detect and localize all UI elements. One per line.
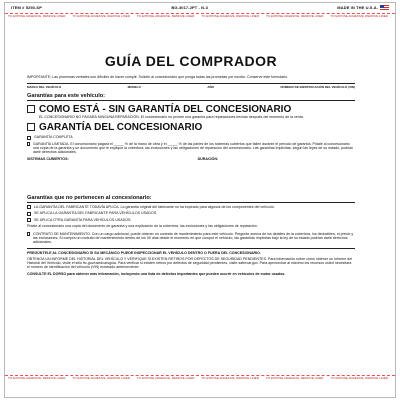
peel-label: TO EXPOSE ADHESIVE, REMOVE LINER: [72, 376, 130, 380]
peel-strip-top[interactable]: [5, 13, 395, 18]
vehicle-fields: [27, 83, 355, 89]
full-warranty-label: GARANTÍA COMPLETA: [34, 135, 73, 140]
full-warranty-checkbox[interactable]: [27, 136, 31, 140]
inspection-note: PREGÚNTELE AL CONCESIONARIO SI SU MECÁNICO PUEDE INSPECCIONAR EL VEHÍCULO DENTRO O FUERA DEL CONCESIONARIO.: [27, 248, 355, 255]
full-warranty-row: [27, 135, 355, 139]
peel-label: TO EXPOSE ADHESIVE, REMOVE LINER: [330, 14, 388, 18]
manufacturer-used-checkbox[interactable]: [27, 212, 31, 216]
limited-warranty-row: [27, 142, 355, 155]
manufacturer-warranty-row: [27, 205, 355, 209]
dealer-warranty-heading: GARANTÍA DEL CONCESIONARIO: [39, 122, 203, 134]
dealer-warranty-option: [27, 123, 355, 133]
as-is-heading: COMO ESTÁ - SIN GARANTÍA DEL CONCESIONARIO: [39, 104, 292, 116]
warranties-heading: Garantías para este vehículo:: [27, 93, 355, 101]
warranty-note: Pídale al concesionario una copia del documento de garantía y una explicación de la cobertura, las exclusiones y las obligaciones de reparación.: [27, 223, 258, 228]
non-dealer-heading: Garantías que no pertenecen al concesionario:: [27, 195, 355, 203]
history-note: OBTENGA UN INFORME DEL HISTORIAL DEL VEHÍCULO Y VERIFIQUE SI EXISTEN RETIROS POR DEFECTOS DE SEGURIDAD PENDIENTES. Para información sobre cómo obtener un Informe del Historial del Vehículo, visite el sitio ftc.gov/usedcarsguia. Para verificar si existen retiros por defectos de seguridad pendientes, visite safercar.gov. Para aprovechar al máximo los recursos usted necesitará el número de identificación del vehículo (VIN) mostrado anteriormente.: [27, 256, 353, 270]
manufacturer-warranty-checkbox[interactable]: [27, 205, 31, 209]
service-contract-text: CONTRATO DE MANTENIMIENTO. Con un cargo adicional, puede obtener un contrato de mantenimiento para este vehículo. Pregunte acerca de los detalles de la cobertura, los deducibles, el precio y las exclusiones. Si compra un contrato de mantenimiento dentro de los 90 días desde el momento en que compró el vehículo, las garantías implícitas bajo la ley de su estado podrían darle derechos adicionales.: [32, 232, 354, 245]
peel-label: TO EXPOSE ADHESIVE, REMOVE LINER: [72, 14, 130, 18]
made-in-text: MADE IN THE U.S.A.: [337, 4, 378, 10]
peel-label: TO EXPOSE ADHESIVE, REMOVE LINER: [137, 14, 195, 18]
as-is-checkbox[interactable]: [27, 105, 35, 113]
peel-label: TO EXPOSE ADHESIVE, REMOVE LINER: [266, 14, 324, 18]
other-used-text: SE APLICA OTRA GARANTÍA PARA VEHÍCULOS USADOS.: [34, 217, 132, 222]
peel-label: TO EXPOSE ADHESIVE, REMOVE LINER: [8, 376, 66, 380]
peel-label: TO EXPOSE ADHESIVE, REMOVE LINER: [201, 376, 259, 380]
limited-warranty-checkbox[interactable]: [27, 142, 30, 146]
year-field[interactable]: AÑO: [207, 85, 215, 90]
us-flag-icon: [380, 5, 389, 10]
made-in-label: [337, 5, 389, 10]
page-title: GUÍA DEL COMPRADOR: [104, 53, 278, 69]
peel-label: TO EXPOSE ADHESIVE, REMOVE LINER: [266, 376, 324, 380]
top-bar: [5, 3, 395, 12]
manufacturer-used-row: [27, 211, 355, 215]
guide-content: [27, 53, 355, 371]
service-contract-row: [27, 232, 355, 245]
duration-label: DURACIÓN:: [197, 157, 219, 162]
back-note: CONSULTE EL DORSO para obtener más información, incluyendo una lista de defectos importantes que pueden ocurrir en vehículos de motor usados.: [27, 272, 286, 277]
buyers-guide-sheet: [4, 2, 396, 398]
limited-warranty-text: GARANTÍA LIMITADA. El concesionario pagará el _____ % de la mano de obra y el _____ % de las partes de los sistemas cubiertos que fallen durante el período de garantía. Pídale al concesionario una copia de la garantía y un documento que le explique la cobertura, las exclusiones y las obligaciones de reparación del concesionario. Las garantías implícitas, según las leyes de su estado, podrían darle derechos adicionales.: [32, 141, 354, 155]
form-code: BG-3017-2PT - N-3: [171, 5, 208, 10]
other-used-checkbox[interactable]: [27, 218, 31, 222]
vin-field[interactable]: NÚMERO DE IDENTIFICACIÓN DEL VEHÍCULO (VIN): [280, 85, 355, 90]
as-is-text: EL CONCESIONARIO NO PAGARÁ NINGUNA REPARACIÓN. El concesionario no provee una garantía para reparaciones hechas después del momento de la venta.: [39, 115, 304, 120]
manufacturer-warranty-text: LA GARANTÍA DEL FABRICANTE TODAVÍA APLICA. La garantía original del fabricante no ha expirado para algunos de los componentes del vehículo.: [34, 205, 275, 210]
other-used-row: [27, 218, 355, 222]
peel-label: TO EXPOSE ADHESIVE, REMOVE LINER: [8, 14, 66, 18]
covered-systems-label: SISTEMAS CUBIERTOS:: [27, 157, 69, 162]
model-field[interactable]: MODELO: [127, 85, 141, 90]
dealer-warranty-checkbox[interactable]: [27, 123, 35, 131]
peel-label: TO EXPOSE ADHESIVE, REMOVE LINER: [201, 14, 259, 18]
manufacturer-used-text: SE APLICA LA GARANTÍA DEL FABRICANTE PARA VEHÍCULOS USADOS.: [34, 211, 158, 216]
peel-label: TO EXPOSE ADHESIVE, REMOVE LINER: [137, 376, 195, 380]
as-is-option: [27, 105, 355, 119]
peel-label: TO EXPOSE ADHESIVE, REMOVE LINER: [330, 376, 388, 380]
item-code: ITEM # 5250-SP: [11, 5, 42, 10]
coverage-blank-area[interactable]: [27, 161, 355, 191]
important-notice: IMPORTANTE: Las promesas verbales son difíciles de hacer cumplir. Solicite al concesionario que ponga todas las promesas por escrito. Conserve este formulario.: [27, 75, 289, 79]
service-contract-checkbox[interactable]: [27, 232, 30, 236]
make-field[interactable]: MARCA DEL VEHÍCULO: [27, 85, 62, 90]
peel-strip-bottom[interactable]: [5, 375, 395, 380]
